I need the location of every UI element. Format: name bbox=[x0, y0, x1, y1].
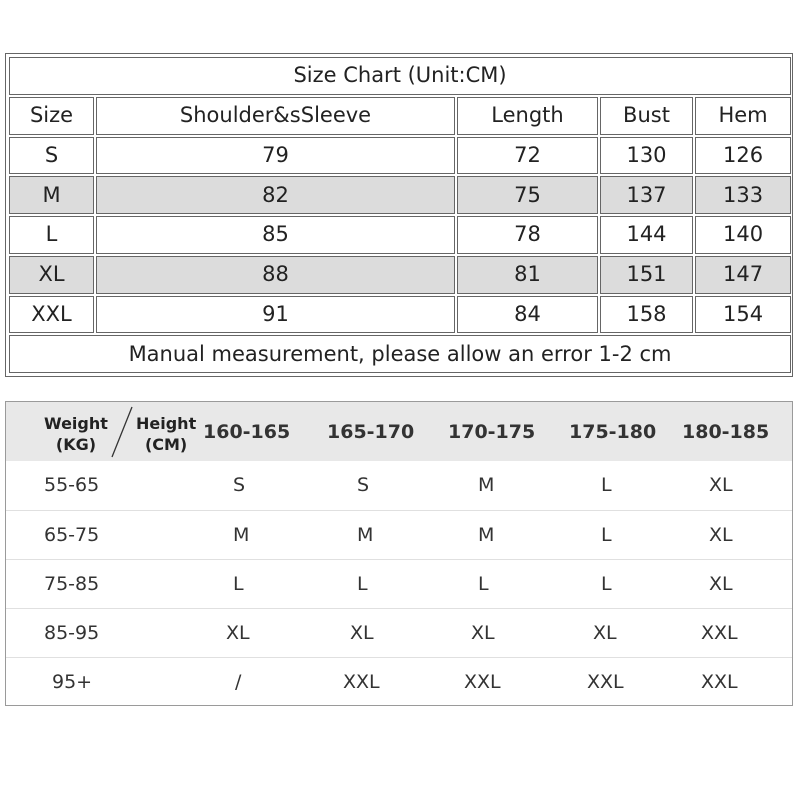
size-recommendation-table bbox=[5, 401, 793, 706]
table-row bbox=[6, 559, 793, 608]
size-cell: / bbox=[235, 670, 242, 693]
size-cell: XL bbox=[709, 572, 733, 595]
corner-header bbox=[6, 402, 202, 461]
size-cell: XL bbox=[709, 474, 733, 497]
length-cell: 84 bbox=[457, 296, 598, 334]
table-row bbox=[6, 657, 793, 706]
size-cell: XL bbox=[350, 621, 374, 644]
size-cell: L bbox=[601, 523, 612, 546]
shoulder-sleeve-cell: 85 bbox=[96, 216, 455, 254]
size-cell: L bbox=[9, 216, 94, 254]
height-label: Height bbox=[136, 414, 197, 433]
size-cell: XXL bbox=[587, 670, 624, 693]
size-cell: S bbox=[357, 474, 370, 497]
header-hem: Hem bbox=[695, 97, 791, 135]
weight-cell: 75-85 bbox=[44, 572, 100, 595]
length-cell: 72 bbox=[457, 137, 598, 175]
length-cell: 81 bbox=[457, 256, 598, 294]
table-row bbox=[6, 510, 793, 559]
bust-cell: 151 bbox=[600, 256, 693, 294]
table-row bbox=[9, 256, 791, 294]
size-cell: XL bbox=[471, 621, 495, 644]
size-cell: XXL bbox=[464, 670, 501, 693]
size-cell: S bbox=[233, 474, 246, 497]
table-row bbox=[9, 137, 791, 175]
size-cell: XXL bbox=[701, 621, 738, 644]
size-cell: L bbox=[601, 572, 612, 595]
weight-cell: 95+ bbox=[52, 670, 93, 693]
size-cell: M bbox=[478, 474, 495, 497]
size-cell: XXL bbox=[9, 296, 94, 334]
size-cell: XL bbox=[709, 523, 733, 546]
size-cell: XXL bbox=[701, 670, 738, 693]
size-cell: XL bbox=[9, 256, 94, 294]
size-cell: M bbox=[233, 523, 250, 546]
weight-cell: 55-65 bbox=[44, 474, 100, 497]
size-cell: L bbox=[601, 474, 612, 497]
table-row bbox=[9, 176, 791, 214]
header-size: Size bbox=[9, 97, 94, 135]
hem-cell: 133 bbox=[695, 176, 791, 214]
size-chart-title-row bbox=[9, 57, 791, 95]
size-chart-table bbox=[5, 53, 793, 377]
size-cell: L bbox=[233, 572, 244, 595]
shoulder-sleeve-cell: 88 bbox=[96, 256, 455, 294]
height-range-header: 165-170 bbox=[327, 420, 415, 443]
size-cell: M bbox=[357, 523, 374, 546]
height-range-header: 160-165 bbox=[203, 420, 291, 443]
size-chart-title: Size Chart (Unit:CM) bbox=[9, 57, 791, 95]
shoulder-sleeve-cell: 79 bbox=[96, 137, 455, 175]
size-cell: L bbox=[478, 572, 489, 595]
table-row bbox=[6, 608, 793, 657]
bust-cell: 144 bbox=[600, 216, 693, 254]
weight-cell: 65-75 bbox=[44, 523, 100, 546]
length-cell: 78 bbox=[457, 216, 598, 254]
weight-cell: 85-95 bbox=[44, 621, 100, 644]
bust-cell: 130 bbox=[600, 137, 693, 175]
size-cell: L bbox=[357, 572, 368, 595]
shoulder-sleeve-cell: 82 bbox=[96, 176, 455, 214]
height-unit: (CM) bbox=[144, 435, 188, 454]
height-range-header: 180-185 bbox=[682, 420, 770, 443]
recommendation-header-row bbox=[6, 402, 793, 461]
bust-cell: 137 bbox=[600, 176, 693, 214]
hem-cell: 126 bbox=[695, 137, 791, 175]
diagonal-divider bbox=[110, 405, 134, 459]
header-length: Length bbox=[457, 97, 598, 135]
size-cell: M bbox=[478, 523, 495, 546]
size-chart-footer-row bbox=[9, 335, 791, 373]
header-shoulder-sleeve: Shoulder&sSleeve bbox=[96, 97, 455, 135]
weight-label: Weight bbox=[44, 414, 108, 433]
table-row bbox=[9, 216, 791, 254]
height-axis-label bbox=[136, 413, 196, 455]
size-cell: XL bbox=[226, 621, 250, 644]
height-range-header: 175-180 bbox=[569, 420, 657, 443]
recommendation-grid bbox=[6, 402, 793, 706]
shoulder-sleeve-cell: 91 bbox=[96, 296, 455, 334]
length-cell: 75 bbox=[457, 176, 598, 214]
size-chart-header-row bbox=[9, 97, 791, 135]
table-row bbox=[9, 296, 791, 334]
header-bust: Bust bbox=[600, 97, 693, 135]
table-row bbox=[6, 461, 793, 510]
size-chart-grid bbox=[7, 55, 793, 375]
measurement-note: Manual measurement, please allow an error 1-2 cm bbox=[9, 335, 791, 373]
hem-cell: 140 bbox=[695, 216, 791, 254]
size-cell: XXL bbox=[343, 670, 380, 693]
size-cell: M bbox=[9, 176, 94, 214]
hem-cell: 154 bbox=[695, 296, 791, 334]
weight-axis-label bbox=[44, 413, 108, 455]
height-range-header: 170-175 bbox=[448, 420, 536, 443]
weight-unit: (KG) bbox=[55, 435, 97, 454]
size-cell: S bbox=[9, 137, 94, 175]
bust-cell: 158 bbox=[600, 296, 693, 334]
size-cell: XL bbox=[593, 621, 617, 644]
hem-cell: 147 bbox=[695, 256, 791, 294]
